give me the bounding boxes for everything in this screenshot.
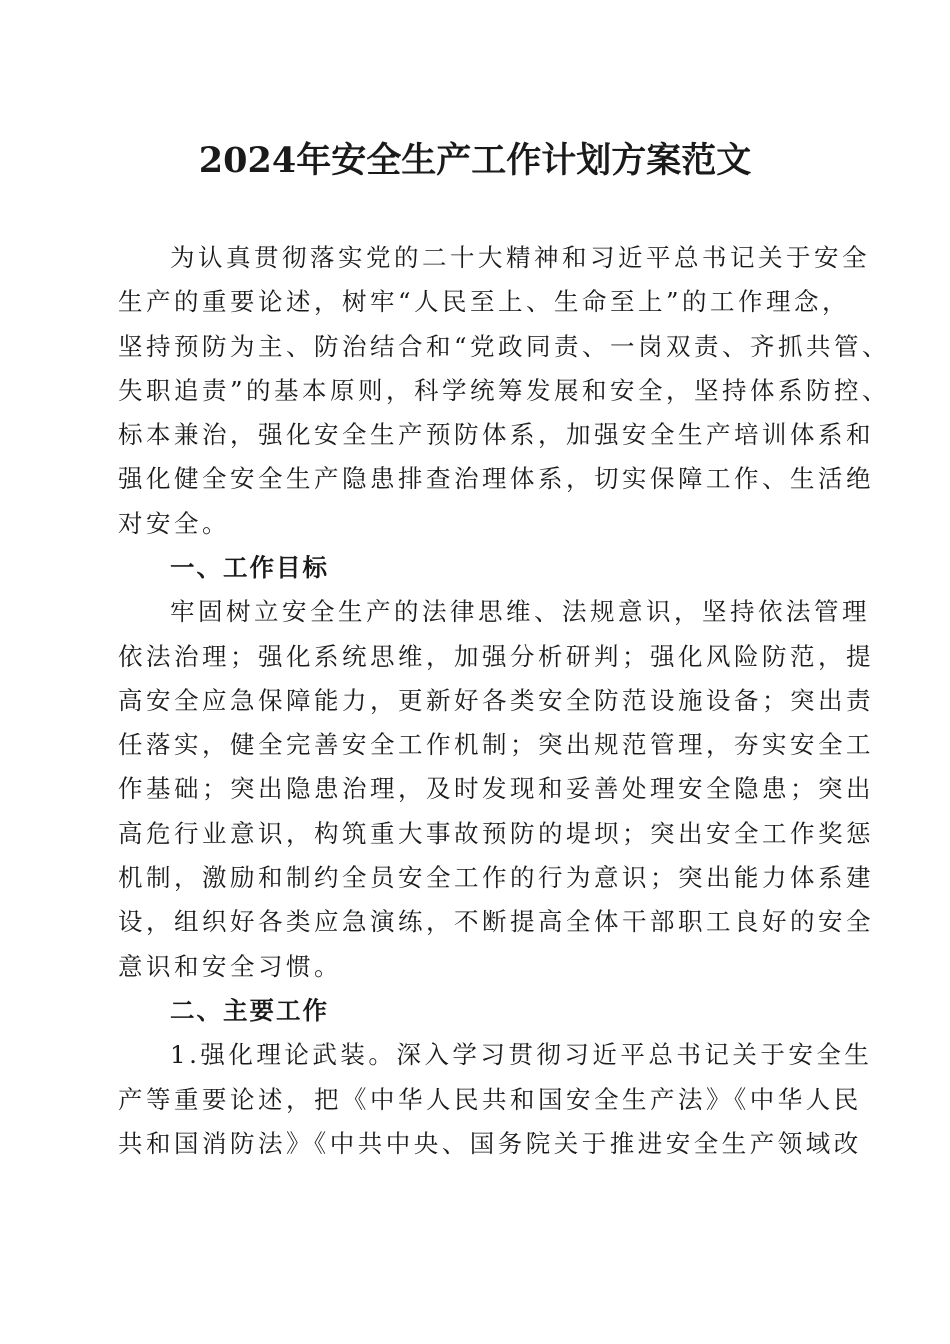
paragraph-line: 机制，激励和制约全员安全工作的行为意识；突出能力体系建 xyxy=(118,863,874,893)
paragraph-line: 对安全。 xyxy=(118,508,230,538)
document-title: 2024年安全生产工作计划方案范文 xyxy=(198,140,752,181)
section-heading: 一、工作目标 xyxy=(170,553,329,582)
paragraph-line: 牢固树立安全生产的法律思维、法规意识，坚持依法管理 xyxy=(170,597,870,627)
paragraph-line: 高安全应急保障能力，更新好各类安全防范设施设备；突出责 xyxy=(118,685,874,715)
paragraph-line: 共和国消防法》《中共中央、国务院关于推进安全生产领域改 xyxy=(118,1128,862,1158)
paragraph-line: 作基础；突出隐患治理，及时发现和妥善处理安全隐患；突出 xyxy=(118,774,874,804)
paragraph-line: 意识和安全习惯。 xyxy=(118,951,342,981)
paragraph-line: 为认真贯彻落实党的二十大精神和习近平总书记关于安全 xyxy=(170,243,870,272)
paragraph-line: 依法治理；强化系统思维，加强分析研判；强化风险防范，提 xyxy=(118,641,874,671)
paragraph-line: 任落实，健全完善安全工作机制；突出规范管理，夯实安全工 xyxy=(118,730,874,760)
intro-paragraph xyxy=(118,236,891,546)
paragraph-line: 生产的重要论述，树牢“人民至上、生命至上”的工作理念， xyxy=(118,287,851,317)
paragraph-line: 1.强化理论武装。深入学习贯彻习近平总书记关于安全生 xyxy=(170,1040,873,1070)
paragraph-line: 设，组织好各类应急演练，不断提高全体干部职工良好的安全 xyxy=(118,907,874,937)
paragraph-line: 强化健全安全生产隐患排查治理体系，切实保障工作、生活绝 xyxy=(118,464,874,494)
paragraph-line: 高危行业意识，构筑重大事故预防的堤坝；突出安全工作奖惩 xyxy=(118,818,874,848)
section-2 xyxy=(118,989,873,1166)
section-1 xyxy=(118,546,874,989)
section-heading: 二、主要工作 xyxy=(170,996,329,1025)
paragraph-line: 坚持预防为主、防治结合和“党政同责、一岗双责、齐抓共管、 xyxy=(118,331,891,361)
paragraph-line: 失职追责”的基本原则，科学统筹发展和安全，坚持体系防控、 xyxy=(118,375,891,405)
paragraph-line: 产等重要论述，把《中华人民共和国安全生产法》《中华人民 xyxy=(118,1084,862,1114)
paragraph-line: 标本兼治，强化安全生产预防体系，加强安全生产培训体系和 xyxy=(118,420,874,450)
